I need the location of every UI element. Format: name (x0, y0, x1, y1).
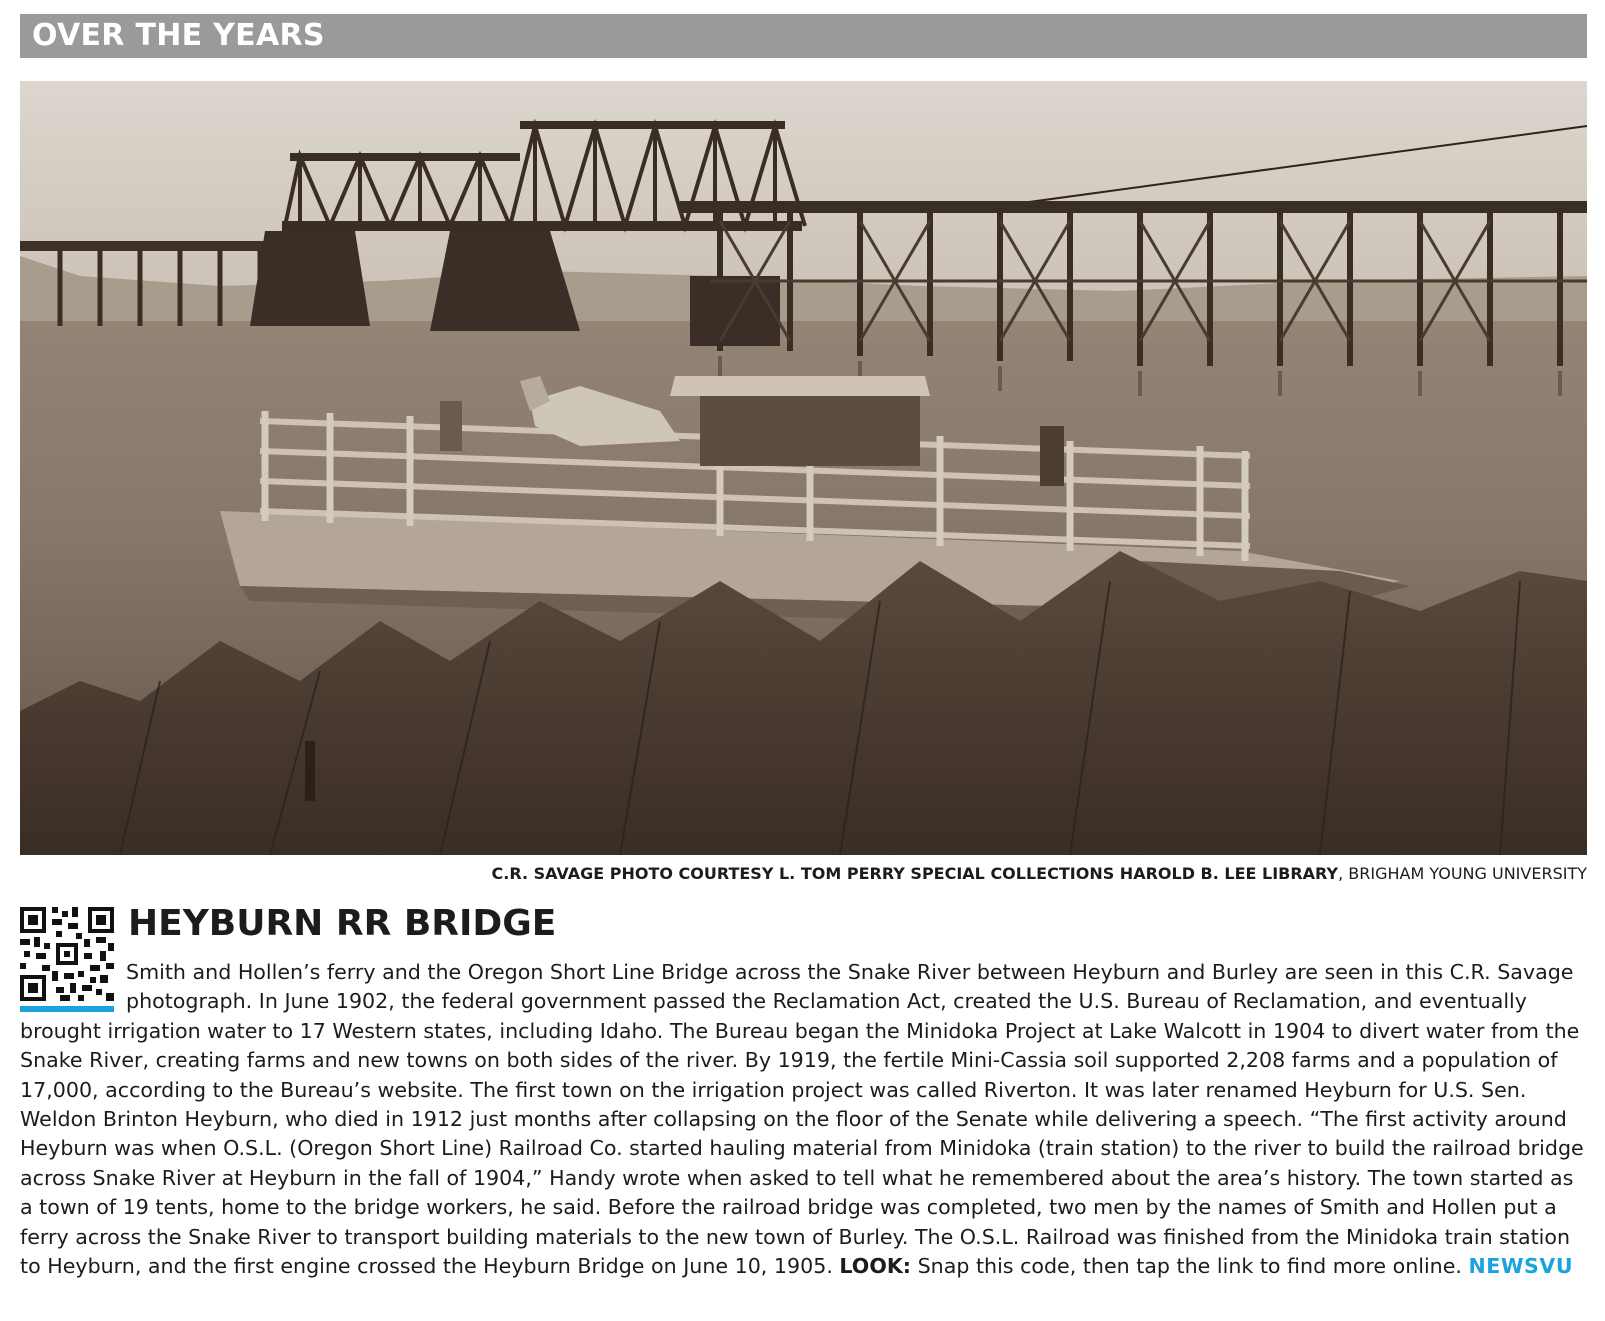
qr-text-wrap-spacer (20, 958, 126, 1014)
look-instruction: Snap this code, then tap the link to find more online. (917, 1254, 1462, 1279)
historic-photo (20, 81, 1587, 855)
photo-credit-bold: C.R. SAVAGE PHOTO COURTESY L. TOM PERRY SPECIAL COLLECTIONS HAROLD B. LEE LIBRARY (491, 864, 1339, 883)
photo-credit (492, 864, 1588, 884)
brand-vu: VU (1539, 1254, 1574, 1279)
section-title: OVER THE YEARS (32, 18, 325, 53)
article-body-text: Smith and Hollen’s ferry and the Oregon Short Line Bridge across the Snake River between Heyburn and Burley are seen in this C.R. Savage photograph. In June 1902, the federal government passed the Reclamation Act, created the U.S. Bureau of Reclamation, and eventually brought irrigation water to 17 Western states, including Idaho. The Bureau began the Minidoka Project at Lake Walcott in 1904 to divert water from the Snake River, creating farms and new towns on both sides of the river. By 1919, the fertile Mini-Cassia soil supported 2,208 farms and a population of 17,000, according to the Bureau’s website. The first town on the irrigation project was called Riverton. It was later renamed Heyburn for U.S. Sen. Weldon Brinton Heyburn, who died in 1912 just months after collapsing on the floor of the Senate while delivering a speech. “The first activity around Heyburn was when O.S.L. (Oregon Short Line) Railroad Co. started hauling material from Minidoka (train station) to the river to build the railroad bridge across Snake River at Heyburn in the fall of 1904,” Handy wrote when asked to tell what he remembered about the area’s history. The town started as a town of 19 tents, home to the bridge workers, he said. Before the railroad bridge was completed, two men by the names of Smith and Hollen put a ferry across the Snake River to transport building materials to the new town of Burley. The O.S.L. Railroad was finished from the Minidoka train station to Heyburn, and the first engine crossed the Heyburn Bridge on June 10, 1905. (20, 960, 1584, 1279)
section-header-bar (20, 14, 1587, 58)
bridge-ferry-photo-illustration (20, 81, 1587, 855)
article-body (20, 958, 1587, 1281)
brand-news: NEWS (1468, 1254, 1540, 1279)
look-label: LOOK: (839, 1254, 912, 1279)
photo-credit-regular: , BRIGHAM YOUNG UNIVERSITY (1338, 864, 1587, 883)
newsvu-link[interactable] (1469, 1254, 1574, 1278)
article-headline: HEYBURN RR BRIDGE (128, 903, 557, 944)
